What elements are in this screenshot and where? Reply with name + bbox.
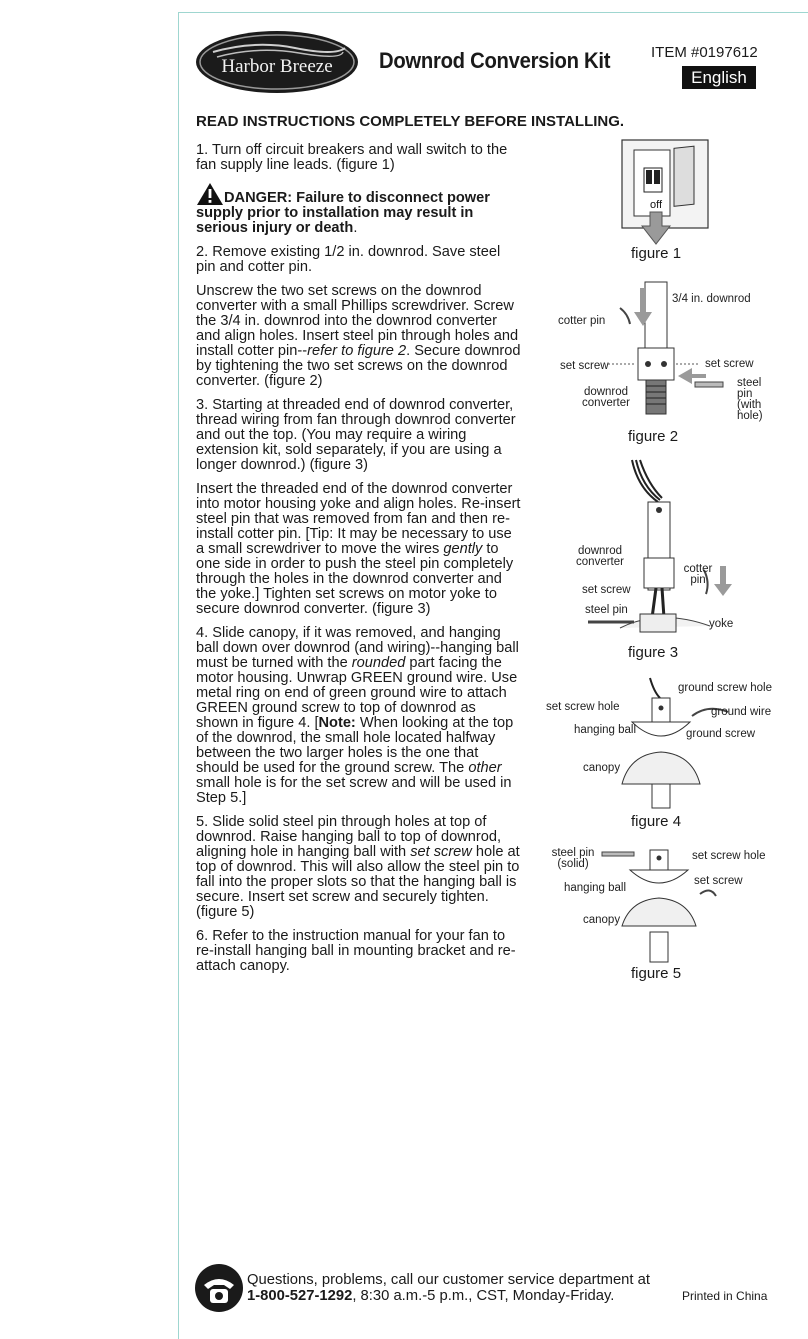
page-title: Downrod Conversion Kit xyxy=(379,48,611,73)
customer-service-text xyxy=(247,1272,650,1304)
step-2-detail-a: Unscrew the two set screws on the downrod converter with a small Phillips screwdriver. Screw the 3/4 in. downrod into the downrod converter and align holes. Insert steel pin through holes and install cotter pin-- xyxy=(196,283,519,359)
figure-5-diagram xyxy=(600,846,720,966)
step-1: 1. Turn off circuit breakers and wall switch to the fan supply line leads. (figure 1) xyxy=(196,142,508,173)
fig4-ground-hole-label: ground screw hole xyxy=(678,682,772,694)
fig2-cotter-pin-label: cotter pin xyxy=(558,315,606,327)
fig4-ground-wire-label: ground wire xyxy=(711,706,772,718)
fig4-set-hole-label: set screw hole xyxy=(546,701,620,713)
step-4-em2: other xyxy=(468,760,502,776)
figure-1-caption: figure 1 xyxy=(631,245,682,262)
figure-5-caption: figure 5 xyxy=(631,965,682,982)
warning-icon xyxy=(196,182,224,206)
step-5 xyxy=(196,815,522,920)
fig3-converter-label: downrod converter xyxy=(576,545,624,568)
step-5-em: set screw xyxy=(410,844,472,860)
step-2-detail-c: . Secure downrod by tightening the two set screws on the downrod converter. (figure 2) xyxy=(196,343,521,389)
danger-period: . xyxy=(353,220,358,236)
fig3-yoke-label: yoke xyxy=(709,618,734,630)
step-3-detail xyxy=(196,482,522,617)
logo-text: Harbor Breeze xyxy=(221,56,333,77)
phone-number: 1-800-527-1292 xyxy=(247,1288,353,1304)
footer-line-2 xyxy=(247,1288,650,1304)
step-4-c: When looking at the top of the downrod, the small hole located halfway between the two larger holes is the one that should be used for the ground screw. The xyxy=(196,715,514,776)
item-number: ITEM #0197612 xyxy=(651,44,758,61)
fig5-set-hole-label: set screw hole xyxy=(692,850,766,862)
fig2-converter-label: downrod converter xyxy=(582,386,630,409)
fig3-steel-pin-label: steel pin xyxy=(585,604,628,616)
fig4-canopy-label: canopy xyxy=(583,762,621,774)
instructions-heading: READ INSTRUCTIONS COMPLETELY BEFORE INSTALLING. xyxy=(196,113,625,130)
step-3-detail-em: gently xyxy=(443,541,483,557)
fig5-canopy-label: canopy xyxy=(583,914,621,926)
step-4-b: part facing the motor housing. Unwrap GREEN ground wire. Use metal ring on end of green ground wire to attach GREEN ground screw to top of downrod as shown in figure 4. [ xyxy=(196,655,518,731)
step-4-em: rounded xyxy=(351,655,406,671)
step-5-b: hole at top of downrod. This will also allow the steel pin to fall into the proper slots so that the hanging ball is secure. Insert set screw and securely tighten. (figure 5) xyxy=(196,844,520,920)
telephone-icon xyxy=(194,1263,244,1313)
step-3-detail-c: to one side in order to push the steel pin completely through the holes in the downrod converter and the yoke.] Tighten set screws on motor yoke to secure downrod converter. (figure 3) xyxy=(196,541,514,617)
printed-in: Printed in China xyxy=(682,1289,768,1303)
footer-line-1: Questions, problems, call our customer service department at xyxy=(247,1272,650,1288)
fig4-hanging-ball-label: hanging ball xyxy=(574,724,637,736)
step-2-detail xyxy=(196,284,522,389)
service-hours: , 8:30 a.m.-5 p.m., CST, Monday-Friday. xyxy=(352,1288,615,1304)
off-label: off xyxy=(649,199,663,211)
step-2: 2. Remove existing 1/2 in. downrod. Save steel pin and cotter pin. xyxy=(196,244,501,275)
fig5-steel-pin-label: steel pin (solid) xyxy=(551,847,595,870)
step-6: 6. Refer to the instruction manual for your fan to re-install hanging ball in mounting bracket and re-attach canopy. xyxy=(196,928,516,974)
step-5-a: 5. Slide solid steel pin through holes at top of downrod. Raise hanging ball to top of downrod, aligning hole in hanging ball with xyxy=(196,814,502,860)
instructions-body xyxy=(196,143,522,983)
fig2-downrod-label: 3/4 in. downrod xyxy=(672,293,751,305)
language-badge: English xyxy=(682,66,756,89)
danger-text: DANGER: Failure to disconnect power supply prior to installation may result in serious injury or death xyxy=(196,190,490,236)
danger-warning xyxy=(196,182,522,236)
fig3-cotter-pin-label: cotter pin xyxy=(683,563,713,586)
step-4-a: 4. Slide canopy, if it was removed, and hanging ball down over downrod (and wiring)--hanging ball must be turned with the xyxy=(196,625,519,671)
step-3-detail-a: Insert the threaded end of the downrod converter into motor housing yoke and align holes. Re-insert steel pin that was removed from fan and then re-install cotter pin. [Tip: It may be necessary to use a small screwdriver to move the wires xyxy=(196,481,521,557)
fig2-set-screw-right-label: set screw xyxy=(705,358,754,370)
step-3: 3. Starting at threaded end of downrod converter, thread wiring from fan through downrod converter and out the top. (You may require a wiring extension kit, sold separately, if you are using a longer downrod.) (figure 3) xyxy=(196,397,516,473)
figure-3-caption: figure 3 xyxy=(628,644,679,661)
figure-2-caption: figure 2 xyxy=(628,428,679,445)
step-4-note: Note: xyxy=(318,715,356,731)
fig4-ground-screw-label: ground screw xyxy=(686,728,756,740)
fig3-set-screw-label: set screw xyxy=(582,584,631,596)
fig2-set-screw-left-label: set screw xyxy=(560,360,609,372)
fig2-steel-pin-label: steel pin (with hole) xyxy=(737,377,763,422)
step-4-d: small hole is for the set screw and will be used in Step 5.] xyxy=(196,775,512,806)
figure-4-diagram xyxy=(620,676,740,812)
fig5-set-screw-label: set screw xyxy=(694,875,743,887)
figure-1-breaker-panel xyxy=(620,138,712,248)
figure-4-caption: figure 4 xyxy=(631,813,682,830)
step-2-detail-em: refer to figure 2 xyxy=(307,343,407,359)
fig5-hanging-ball-label: hanging ball xyxy=(564,882,627,894)
step-4 xyxy=(196,626,522,806)
harbor-breeze-logo xyxy=(195,30,359,94)
